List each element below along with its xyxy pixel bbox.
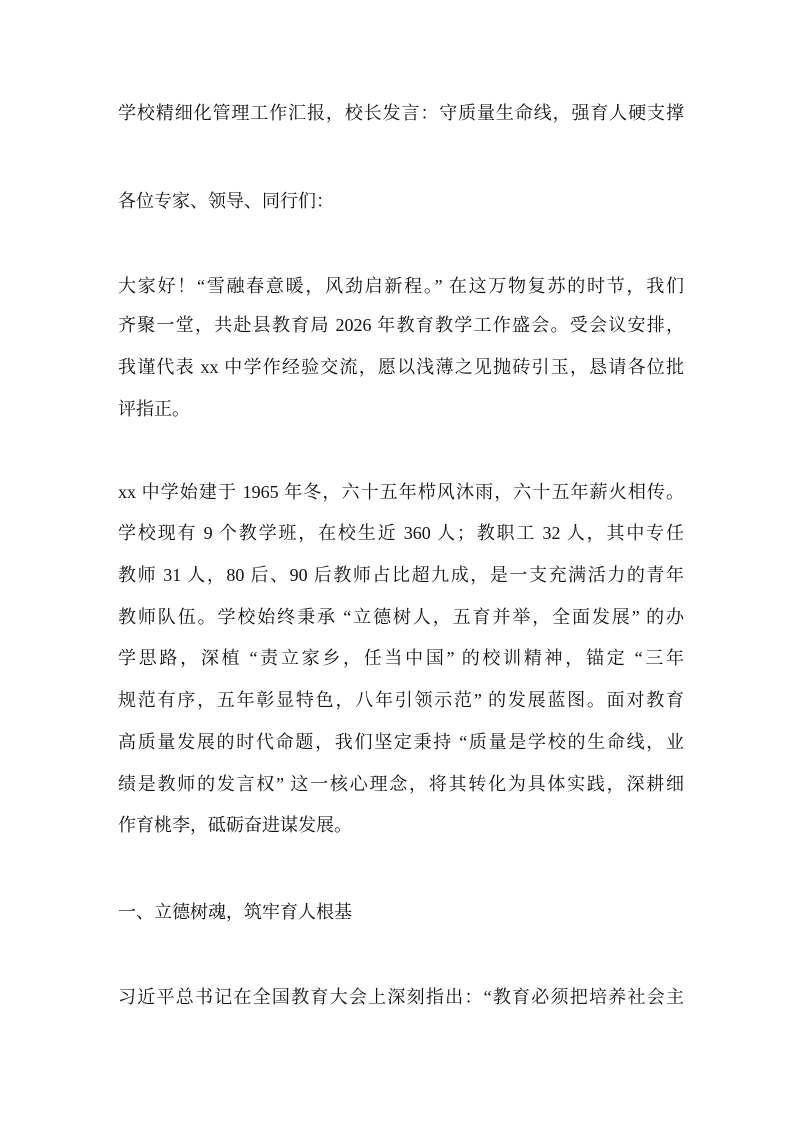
text-line: 作育桃李，砥砺奋进谋发展。 — [118, 815, 352, 835]
text-line: 习近平总书记在全国教育大会上深刻指出：“教育必须把培养社会主 — [118, 987, 684, 1007]
greeting: 各位专家、领导、同行们： — [118, 191, 334, 211]
text-line: 高质量发展的时代命题，我们坚定秉持 “质量是学校的生命线，业 — [118, 732, 684, 752]
text-line: 学校现有 9 个教学班，在校生近 360 人；教职工 32 人，其中专任 — [118, 523, 684, 543]
text-line: 教师队伍。学校始终秉承 “立德树人，五育并举，全面发展” 的办 — [118, 607, 684, 627]
text-line: 齐聚一堂，共赴县教育局 2026 年教育教学工作盛会。受会议安排， — [118, 315, 684, 335]
text-line: 评指正。 — [118, 399, 190, 419]
text-line: 学思路，深植 “责立家乡，任当中国” 的校训精神，锚定 “三年 — [118, 648, 684, 668]
section-heading: 一、立德树魂，筑牢育人根基 — [118, 902, 352, 922]
text-line: 教师 31 人，80 后、90 后教师占比超九成，是一支充满活力的青年 — [118, 565, 684, 585]
text-line: 大家好！“雪融春意暖，风劲启新程。” 在这万物复苏的时节，我们 — [118, 276, 684, 296]
text-line: xx 中学始建于 1965 年冬，六十五年栉风沐雨，六十五年薪火相传。 — [118, 482, 684, 502]
text-line: 我谨代表 xx 中学作经验交流，愿以浅薄之见抛砖引玉，恳请各位批 — [118, 357, 684, 377]
document-title: 学校精细化管理工作汇报，校长发言：守质量生命线，强育人硬支撑 — [118, 103, 684, 123]
text-line: 规范有序，五年彰显特色，八年引领示范” 的发展蓝图。面对教育 — [118, 690, 684, 710]
text-line: 绩是教师的发言权” 这一核心理念，将其转化为具体实践，深耕细 — [118, 774, 684, 794]
